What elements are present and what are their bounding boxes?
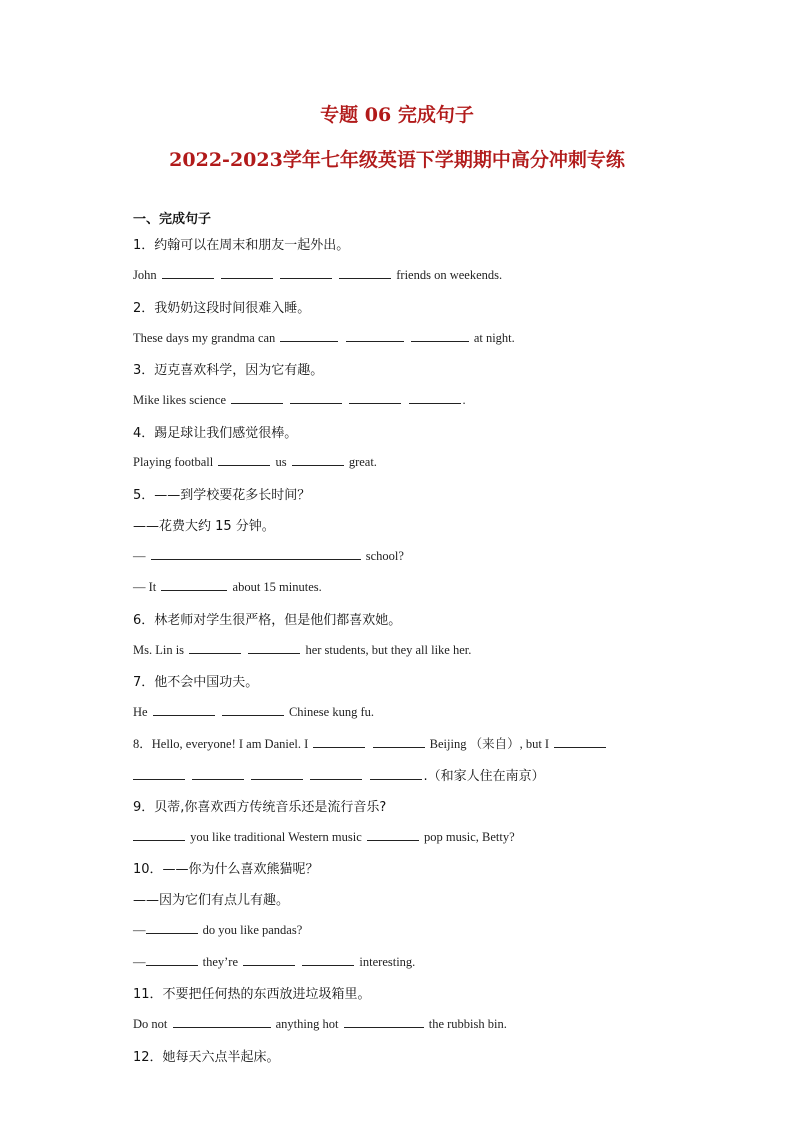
answer-blank[interactable] <box>231 391 283 404</box>
question-5-prompt: 5．——到学校要花多长时间？ <box>133 488 311 503</box>
q7-text-start: He <box>133 705 148 719</box>
answer-blank[interactable] <box>367 828 419 841</box>
q11-text-end: the rubbish bin. <box>428 1017 507 1031</box>
q2-text-end: at night. <box>473 331 515 345</box>
q10-text-b-mid: they’re <box>202 955 239 969</box>
question-5-sentence-a <box>133 547 404 564</box>
answer-blank[interactable] <box>173 1015 271 1028</box>
answer-blank[interactable] <box>133 828 185 841</box>
question-5-prompt-answer: ——花费大约 15 分钟。 <box>133 519 275 534</box>
answer-blank[interactable] <box>310 767 362 780</box>
q9-text-end: pop music, Betty? <box>424 830 515 844</box>
question-9-prompt: 9．贝蒂,你喜欢西方传统音乐还是流行音乐? <box>133 800 387 815</box>
question-11-prompt: 11．不要把任何热的东西放进垃圾箱里。 <box>133 987 371 1002</box>
answer-blank[interactable] <box>243 953 295 966</box>
question-6-sentence <box>133 641 471 658</box>
q2-text-start: These days my grandma can <box>133 331 276 345</box>
question-8-sentence-a <box>133 734 608 752</box>
q8-text-start: 8．Hello, everyone! I am Daniel. I <box>133 737 309 751</box>
answer-blank[interactable] <box>162 266 214 279</box>
answer-blank[interactable] <box>146 921 198 934</box>
answer-blank[interactable] <box>133 767 185 780</box>
answer-blank[interactable] <box>370 767 422 780</box>
page-title: 专题 06 完成句子 <box>320 104 474 126</box>
question-1-prompt: 1．约翰可以在周末和朋友一起外出。 <box>133 238 350 253</box>
question-12-prompt: 12．她每天六点半起床。 <box>133 1050 280 1065</box>
answer-blank[interactable] <box>280 329 338 342</box>
question-3-prompt: 3．迈克喜欢科学，因为它有趣。 <box>133 363 324 378</box>
answer-blank[interactable] <box>290 391 342 404</box>
q8-text-mid: Beijing （来自）, but I <box>429 737 550 751</box>
answer-blank[interactable] <box>280 266 332 279</box>
question-6-prompt: 6．林老师对学生很严格，但是他们都喜欢她。 <box>133 613 402 628</box>
answer-blank[interactable] <box>554 735 606 748</box>
question-10-sentence-b <box>133 953 415 970</box>
answer-blank[interactable] <box>192 767 244 780</box>
q4-text-mid: us <box>275 455 287 469</box>
q7-text-end: Chinese kung fu. <box>288 705 375 719</box>
answer-blank[interactable] <box>349 391 401 404</box>
answer-blank[interactable] <box>146 953 198 966</box>
question-2-prompt: 2．我奶奶这段时间很难入睡。 <box>133 301 311 316</box>
answer-blank[interactable] <box>189 641 241 654</box>
q9-text-mid: you like traditional Western music <box>190 830 362 844</box>
answer-blank[interactable] <box>344 1015 424 1028</box>
q1-text-end: friends on weekends. <box>396 268 503 282</box>
question-10-sentence-a <box>133 921 302 938</box>
question-3-sentence <box>133 391 466 408</box>
q5-text-a-end: school? <box>365 549 404 563</box>
q11-text-mid: anything hot <box>275 1017 339 1031</box>
page-subtitle: 2022-2023学年七年级英语下学期期中高分冲刺专练 <box>169 149 625 171</box>
question-2-sentence <box>133 329 515 346</box>
answer-blank[interactable] <box>409 391 461 404</box>
answer-blank[interactable] <box>218 453 270 466</box>
q6-text-start: Ms. Lin is <box>133 643 185 657</box>
answer-blank[interactable] <box>248 641 300 654</box>
answer-blank[interactable] <box>221 266 273 279</box>
answer-blank[interactable] <box>373 735 425 748</box>
question-10-prompt-answer: ——因为它们有点儿有趣。 <box>133 893 290 908</box>
section-heading: 一、完成句子 <box>133 212 212 227</box>
answer-blank[interactable] <box>292 453 344 466</box>
question-8-sentence-b <box>133 765 545 784</box>
answer-blank[interactable] <box>161 578 227 591</box>
question-11-sentence <box>133 1015 507 1032</box>
question-7-prompt: 7．他不会中国功夫。 <box>133 675 259 690</box>
question-9-sentence <box>133 828 515 845</box>
question-4-prompt: 4．踢足球让我们感觉很棒。 <box>133 426 298 441</box>
question-5-sentence-b <box>133 578 322 595</box>
answer-blank[interactable] <box>339 266 391 279</box>
q10-text-b-end: interesting. <box>359 955 416 969</box>
q6-text-end: her students, but they all like her. <box>305 643 472 657</box>
answer-blank[interactable] <box>151 547 361 560</box>
answer-blank[interactable] <box>153 703 215 716</box>
q11-text-start: Do not <box>133 1017 168 1031</box>
answer-blank[interactable] <box>222 703 284 716</box>
q5-text-b-start: — It <box>133 580 157 594</box>
q8-text-end: .（和家人住在南京） <box>423 769 545 784</box>
q10-text-b-start: — <box>133 955 146 969</box>
question-1-sentence <box>133 266 502 283</box>
q3-text-end: . <box>462 393 466 407</box>
answer-blank[interactable] <box>411 329 469 342</box>
q1-text-start: John <box>133 268 157 282</box>
answer-blank[interactable] <box>346 329 404 342</box>
answer-blank[interactable] <box>302 953 354 966</box>
q10-text-a-end: do you like pandas? <box>202 923 303 937</box>
q10-text-a-start: — <box>133 923 146 937</box>
q5-text-a-start: — <box>133 549 146 563</box>
q3-text-start: Mike likes science <box>133 393 227 407</box>
question-7-sentence <box>133 703 374 720</box>
q4-text-end: great. <box>348 455 377 469</box>
q4-text-start: Playing football <box>133 455 214 469</box>
q5-text-b-end: about 15 minutes. <box>232 580 322 594</box>
question-4-sentence <box>133 453 377 470</box>
question-10-prompt: 10．——你为什么喜欢熊猫呢？ <box>133 862 319 877</box>
answer-blank[interactable] <box>313 735 365 748</box>
answer-blank[interactable] <box>251 767 303 780</box>
